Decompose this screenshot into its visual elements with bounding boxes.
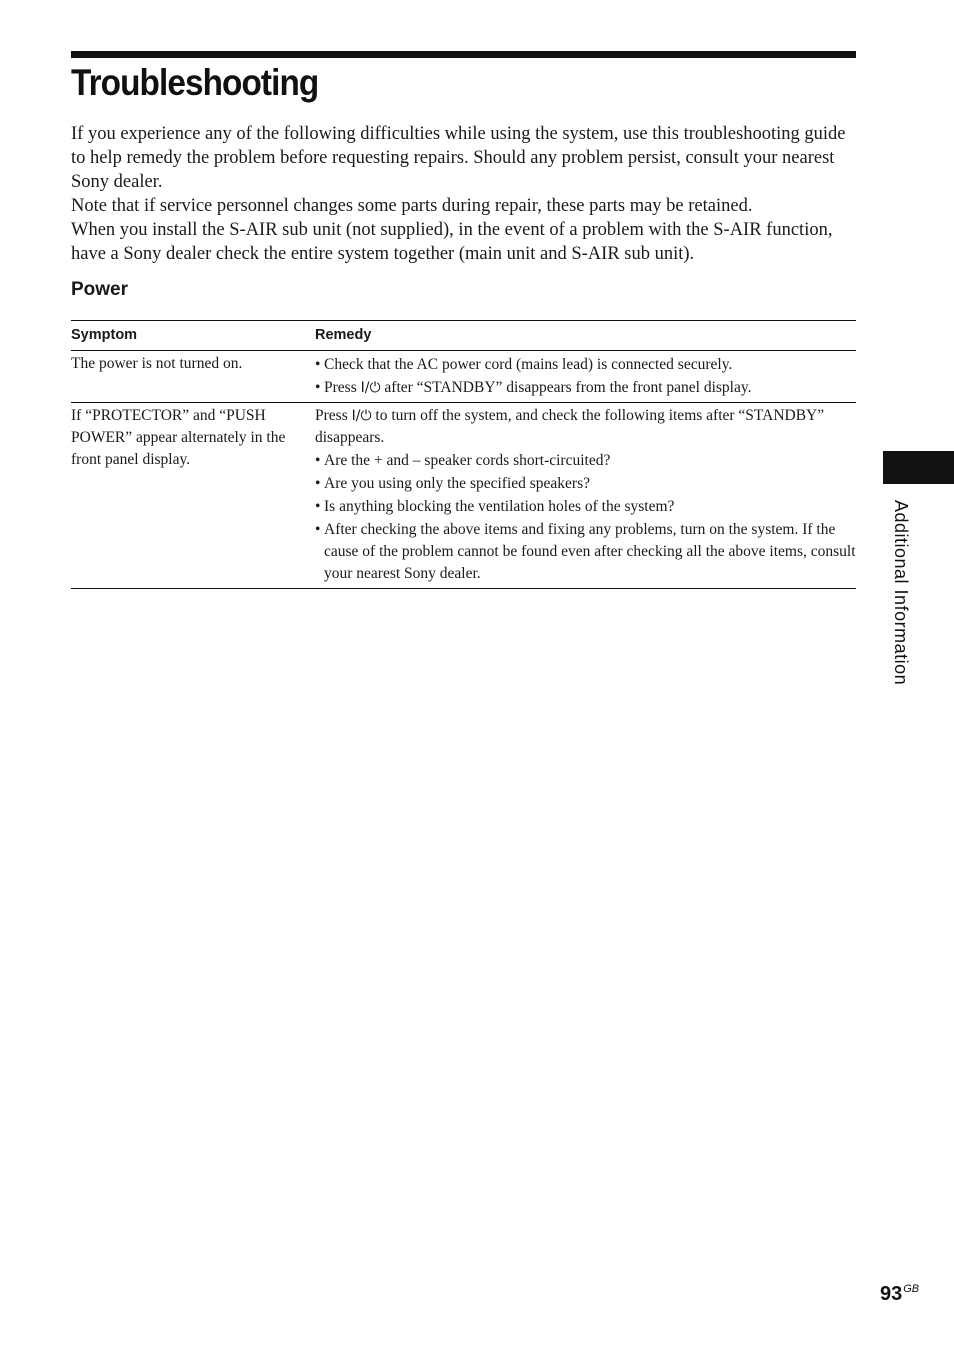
page-title: Troubleshooting [71,62,319,103]
intro-paragraph: Note that if service personnel changes some parts during repair, these parts may be retained. [71,196,753,216]
page-number-suffix: GB [903,1283,920,1296]
section-title-power: Power [71,279,129,300]
remedy-list [315,450,856,585]
symptom-cell: The power is not turned on. [71,351,315,403]
remedy-cell [315,351,856,403]
remedy-text: Press [324,379,361,396]
header-remedy: Remedy [315,321,856,351]
power-icon: I/⏻ [351,408,372,424]
remedy-text: to turn off the system, and check the following items after “STANDBY” disappears. [315,407,825,446]
remedy-cell [315,403,856,589]
troubleshooting-table [71,320,856,589]
remedy-item: • Check that the AC power cord (mains lead) is connected securely. [315,354,856,376]
remedy-lead [315,405,856,449]
remedy-item: • Are you using only the specified speakers? [315,473,856,495]
side-tab-label: Additional Information [891,500,911,686]
intro-text [71,122,861,266]
remedy-item [315,377,856,399]
page-number-value: 93 [880,1283,903,1305]
remedy-text: after “STANDBY” disappears from the front panel display. [380,379,752,396]
intro-paragraph: If you experience any of the following difficulties while using the system, use this troubleshooting guide to help remedy the problem before requesting repairs. Should any problem persist, consult your nearest Sony dealer. [71,124,846,192]
symptom-cell: If “PROTECTOR” and “PUSH POWER” appear alternately in the front panel display. [71,403,315,589]
table-header-row [71,321,856,351]
title-rule [71,51,856,58]
table-row [71,403,856,589]
remedy-text: Press [315,407,352,424]
power-icon: I/⏻ [360,380,381,396]
remedy-list [315,354,856,399]
remedy-item: • After checking the above items and fixing any problems, turn on the system. If the cause of the problem cannot be found even after checking all the above items, consult your nearest Sony dealer. [315,519,856,585]
side-tab-marker [883,451,954,484]
table-row [71,351,856,403]
header-symptom: Symptom [71,321,315,351]
intro-paragraph: When you install the S-AIR sub unit (not supplied), in the event of a problem with the S-AIR function, have a Sony dealer check the entire system together (main unit and S-AIR sub unit). [71,220,833,264]
remedy-item: • Is anything blocking the ventilation holes of the system? [315,496,856,518]
page-number [880,1283,919,1306]
remedy-item: • Are the + and – speaker cords short-circuited? [315,450,856,472]
